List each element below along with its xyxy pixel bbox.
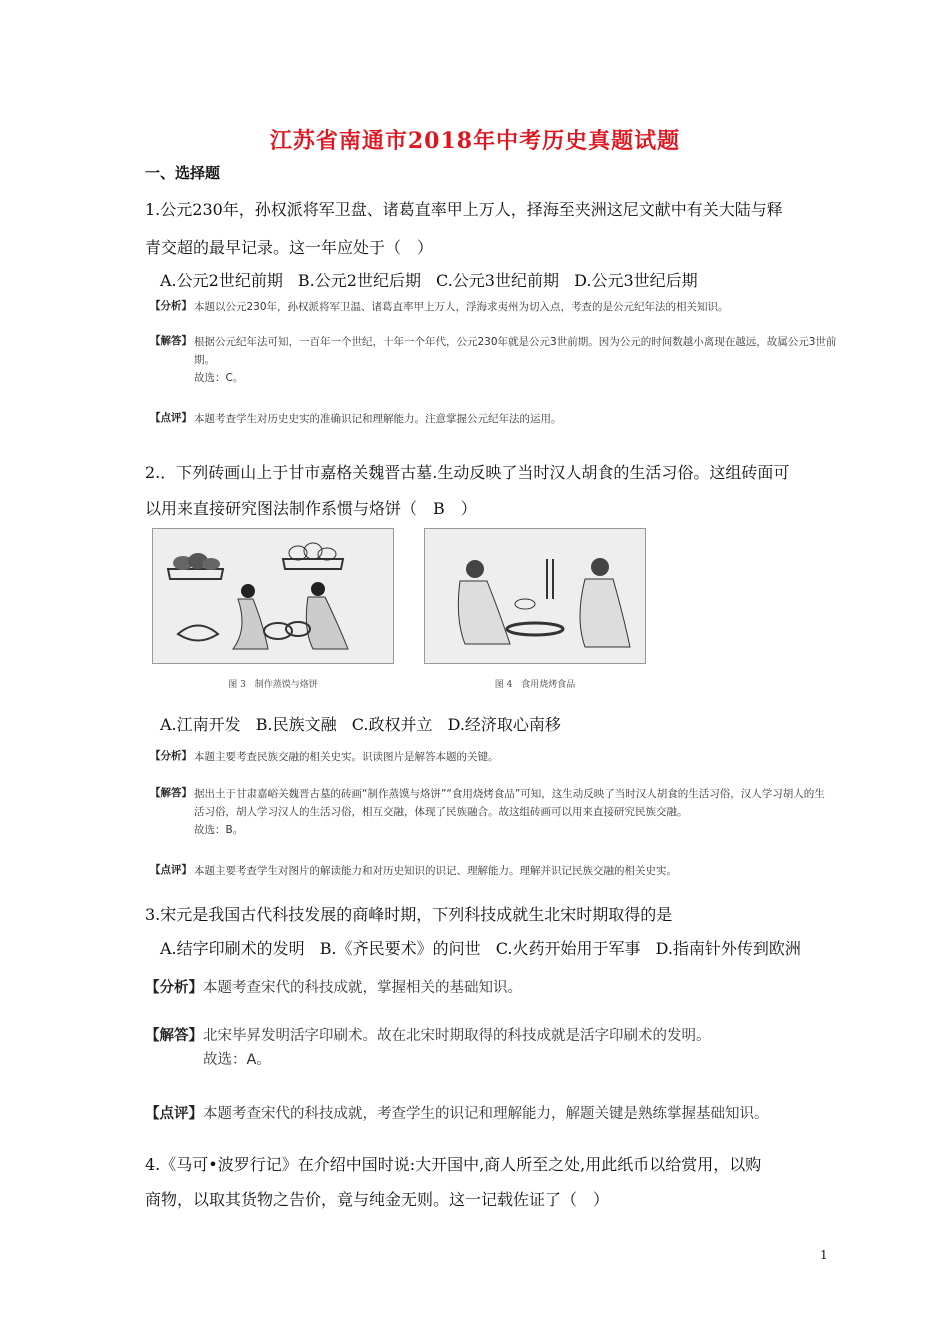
page-title: 江苏省南通市2018年中考历史真题试题 xyxy=(269,128,681,154)
option-b: B.《齐民要术》的问世 xyxy=(319,939,481,958)
q1-answer: 【解答】 根据公元纪年法可知，一百年一个世纪，十年一个年代，公元230年就是公元3世前期。因为公元的时间数越小离现在越远，故属公元3世前 期。 故选：C。 xyxy=(150,335,837,384)
question-2-options xyxy=(160,712,571,735)
q2-comment: 【点评】 本题主要考查学生对图片的解读能力和对历史知识的识记、理解能力。理解并识记民族交融的相关史实。 xyxy=(150,864,677,877)
question-2-line-1: 2.．下列砖画山上于甘市嘉格关魏晋古墓.生动反映了当时汉人胡食的生活习俗。这组砖面可 xyxy=(145,463,790,482)
option-d: D.经济取心南移 xyxy=(447,715,561,734)
page-number: 1 xyxy=(820,1248,828,1262)
question-2-line-2: 以用来直接研究图法制作系惯与烙饼（ B ） xyxy=(145,499,477,518)
q3-comment: 【点评】本题考查宋代的科技成就，考查学生的识记和理解能力，解题关键是熟练掌握基础知识。 xyxy=(145,1106,769,1122)
q1-analysis: 【分析】 本题以公元230年，孙权派将军卫温、诸葛直率甲上万人，浮海求夷州为切入点，考查的是公元纪年法的相关知识。 xyxy=(150,300,729,313)
option-d: D.公元3世纪后期 xyxy=(574,271,698,290)
question-1-line-1: 1.公元230年，孙权派将军卫盘、诸葛直率甲上万人，择海至夹洲这尼文献中有关大陆与释 xyxy=(145,200,783,219)
question-1-options xyxy=(160,268,708,291)
option-a: A.结字印刷术的发明 xyxy=(160,939,305,958)
figure-3-caption: 图 3 制作蒸馍与烙饼 xyxy=(228,680,318,690)
option-b: B.公元2世纪后期 xyxy=(297,271,421,290)
question-1-line-2: 青交超的最早记录。这一年应处于（ ） xyxy=(145,238,434,257)
option-d: D.指南针外传到欧洲 xyxy=(655,939,801,958)
figure-4 xyxy=(424,528,646,690)
q2-analysis: 【分析】 本题主要考查民族交融的相关史实。识读图片是解答本题的关键。 xyxy=(150,750,499,763)
q2-answer: 【解答】 据出土于甘肃嘉峪关魏晋古墓的砖画“制作蒸馍与烙饼”“食用烧烤食品”可知，这生动反映了当时汉人胡食的生活习俗，汉人学习胡人的生 活习俗，胡人学习汉人的生活习俗，相互交融，体现了民族融合。故这组砖画可以用来直接研究民族交融。 故选：B。 xyxy=(150,787,825,836)
brick-painting-image xyxy=(152,528,394,664)
option-c: C.公元3世纪前期 xyxy=(436,271,559,290)
q1-comment: 【点评】 本题考查学生对历史史实的准确识记和理解能力。注意掌握公元纪年法的运用。 xyxy=(150,412,562,425)
question-3-line-1: 3.宋元是我国古代科技发展的商峰时期，下列科技成就生北宋时期取得的是 xyxy=(145,905,673,924)
question-4-line-2: 商物，以取其货物之告价，竟与纯金无则。这一记载佐证了（ ） xyxy=(145,1190,610,1209)
q3-analysis: 【分析】本题考查宋代的科技成就，掌握相关的基础知识。 xyxy=(145,980,522,996)
question-4-line-1: 4.《马可•波罗行记》在介绍中国时说:大开国中,商人所至之处,用此纸币以给赏用，以购 xyxy=(145,1155,762,1174)
question-3-options xyxy=(160,936,811,959)
option-a: A.江南开发 xyxy=(160,715,241,734)
brick-painting-image xyxy=(424,528,646,664)
q3-answer: 【解答】北宋毕昇发明活字印刷术。故在北宋时期取得的科技成就是活字印刷术的发明。 故选：A。 xyxy=(145,1028,711,1068)
option-b: B.民族文融 xyxy=(255,715,337,734)
option-c: C.火药开始用于军事 xyxy=(495,939,641,958)
figure-4-caption: 图 4 食用烧烤食品 xyxy=(494,680,576,690)
figure-3 xyxy=(152,528,394,690)
option-c: C.政权并立 xyxy=(351,715,433,734)
option-a: A.公元2世纪前期 xyxy=(160,271,283,290)
section-heading: 一、选择题 xyxy=(145,164,221,182)
